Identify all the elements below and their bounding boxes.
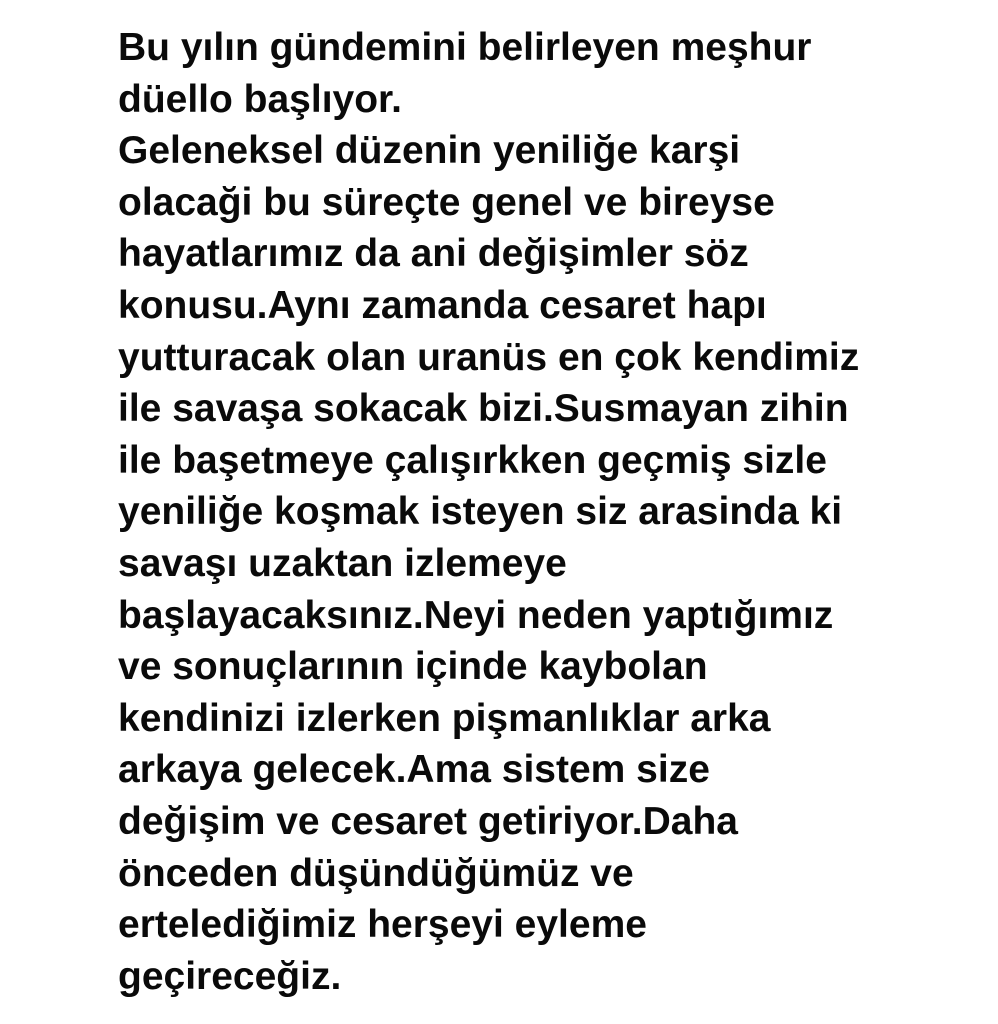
text-line: ertelediğimiz herşeyi eyleme (118, 903, 647, 947)
text-line: geçireceğiz. (118, 954, 342, 998)
text-line: arkaya gelecek.Ama sistem size (118, 748, 710, 792)
text-block (118, 22, 978, 1002)
text-line: düello başlıyor. (118, 77, 402, 121)
text-line: önceden düşündüğümüz ve (118, 851, 634, 895)
text-line: olacaği bu süreçte genel ve bireyse (118, 180, 775, 224)
text-line: ile başetmeye çalışırkken geçmiş sizle (118, 438, 827, 482)
text-line: değişim ve cesaret getiriyor.Daha (118, 799, 738, 843)
text-line: hayatlarımız da ani değişimler söz (118, 232, 749, 276)
text-line: başlayacaksınız.Neyi neden yaptığımız (118, 593, 834, 637)
text-line: yutturacak olan uranüs en çok kendimiz (118, 335, 860, 379)
text-line: ile savaşa sokacak bizi.Susmayan zihin (118, 387, 849, 431)
text-line: Geleneksel düzenin yeniliğe karşi (118, 129, 741, 173)
text-line: konusu.Aynı zamanda cesaret hapı (118, 283, 767, 327)
text-line: ve sonuçlarının içinde kaybolan (118, 645, 708, 689)
text-line: Bu yılın gündemini belirleyen meşhur (118, 26, 812, 69)
text-line: kendinizi izlerken pişmanlıklar arka (118, 696, 771, 740)
text-line: yeniliğe koşmak isteyen siz arasinda ki (118, 490, 843, 534)
text-line: savaşı uzaktan izlemeye (118, 541, 567, 585)
